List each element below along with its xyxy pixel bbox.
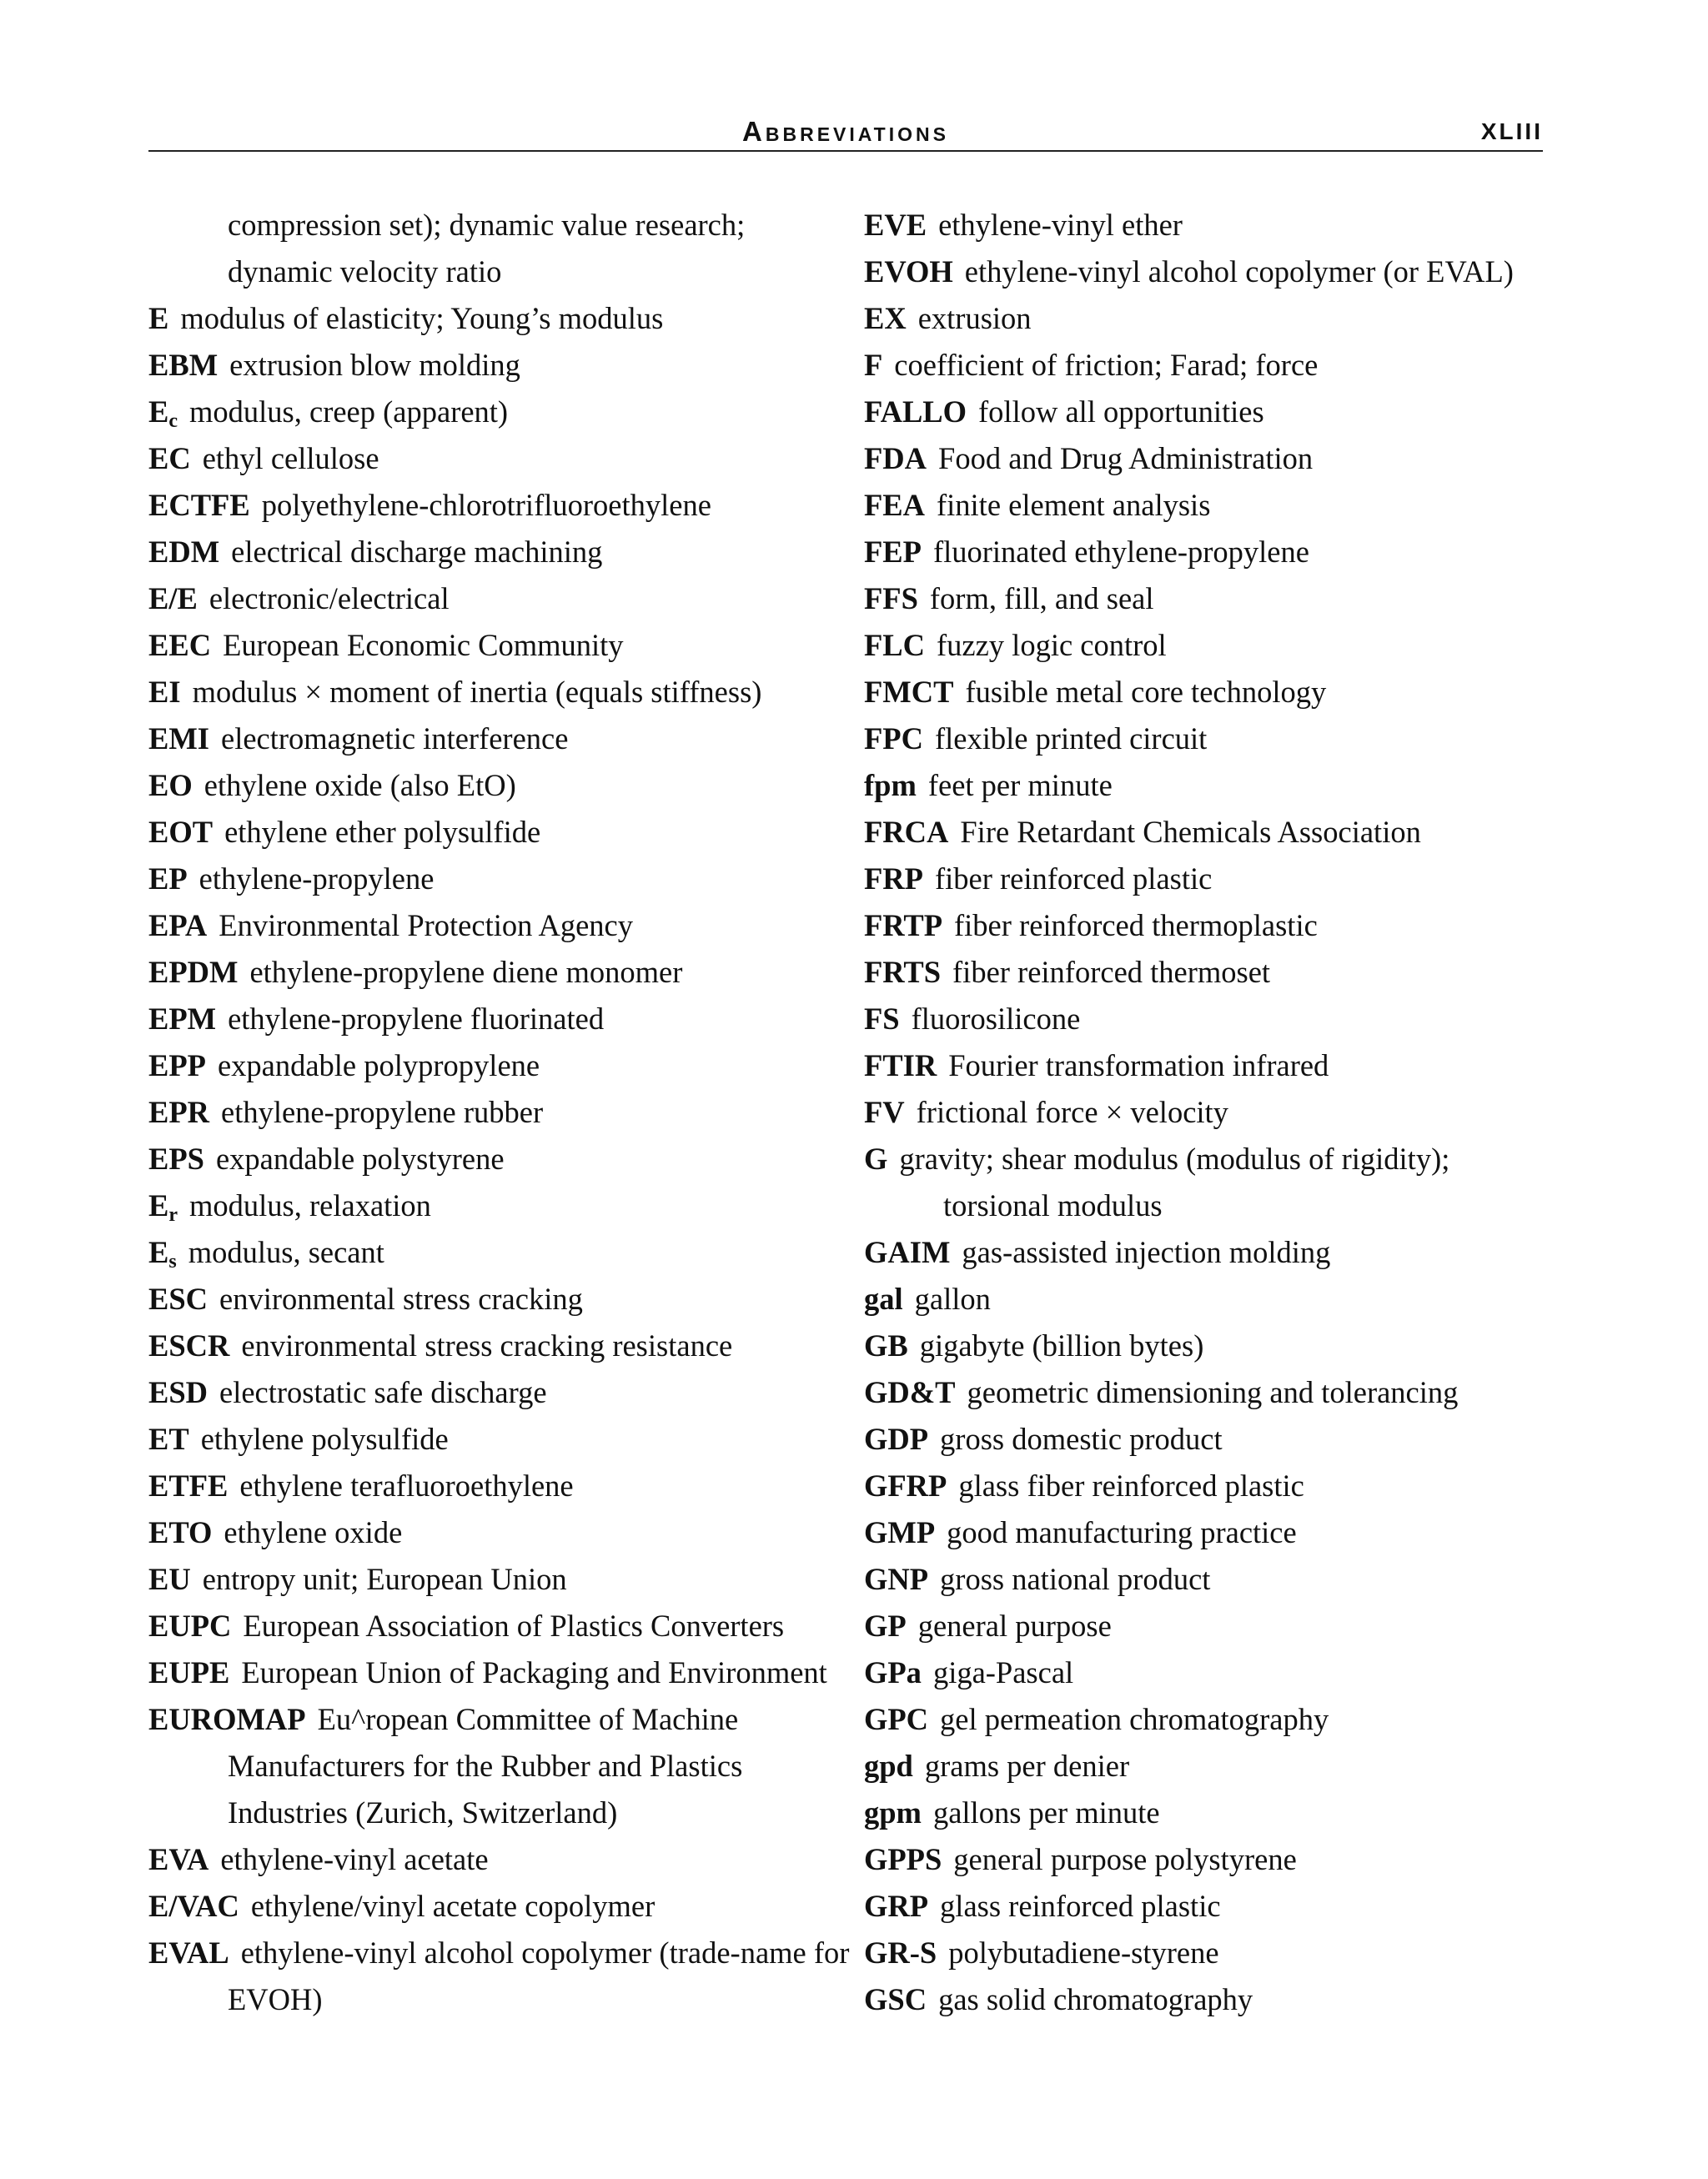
abbreviation-entry xyxy=(148,1603,857,1649)
abbreviation-entry xyxy=(864,902,1548,949)
abbreviation-entry xyxy=(148,1883,857,1930)
abbreviation-definition: Food and Drug Administration xyxy=(938,441,1314,475)
page-number: XLIII xyxy=(1480,118,1543,144)
abbreviation-definition: gas solid chromatography xyxy=(938,1982,1253,2016)
abbreviation-term: E/VAC xyxy=(148,1889,239,1923)
abbreviation-entry xyxy=(864,1276,1548,1323)
abbreviation-term: EBM xyxy=(148,348,219,382)
abbreviation-definition: polyethylene-chlorotrifluoroethylene xyxy=(261,488,711,522)
abbreviation-definition: Fire Retardant Chemicals Association xyxy=(960,815,1421,849)
abbreviation-entry xyxy=(148,1136,857,1182)
abbreviation-term: FDA xyxy=(864,441,927,475)
abbreviation-term: EUROMAP xyxy=(148,1702,306,1736)
abbreviation-definition: ethylene-propylene xyxy=(198,861,435,896)
abbreviation-entry xyxy=(864,1042,1548,1089)
abbreviation-entry xyxy=(864,1883,1548,1930)
abbreviation-definition: extrusion xyxy=(917,301,1032,335)
abbreviation-definition: environmental stress cracking resistance xyxy=(241,1328,733,1363)
abbreviation-entry xyxy=(864,1649,1548,1696)
abbreviation-entry xyxy=(864,1369,1548,1416)
abbreviation-entry xyxy=(864,1323,1548,1369)
abbreviation-definition: form, fill, and seal xyxy=(929,581,1154,615)
abbreviation-entry xyxy=(864,1463,1548,1509)
abbreviation-definition: gallons per minute xyxy=(932,1795,1160,1830)
abbreviation-definition: ethylene-propylene diene monomer xyxy=(249,955,683,989)
abbreviation-term: $E_c$ xyxy=(148,394,178,432)
abbreviation-term: GNP xyxy=(864,1562,929,1596)
abbreviation-entry xyxy=(148,389,857,435)
abbreviation-term: GMP xyxy=(864,1515,936,1549)
abbreviation-definition: general purpose xyxy=(917,1609,1112,1643)
abbreviation-entry xyxy=(864,1603,1548,1649)
abbreviation-term: ETFE xyxy=(148,1469,229,1503)
abbreviation-term: FFS xyxy=(864,581,918,615)
abbreviation-entry xyxy=(148,1276,857,1323)
abbreviation-definition: extrusion blow molding xyxy=(229,348,520,382)
abbreviation-term: EVAL xyxy=(148,1935,229,1970)
abbreviation-definition: modulus, creep (apparent) xyxy=(189,394,509,429)
abbreviation-term: FMCT xyxy=(864,675,954,709)
abbreviation-entry xyxy=(864,389,1548,435)
abbreviation-entry xyxy=(864,202,1548,249)
abbreviation-term: GSC xyxy=(864,1982,927,2016)
abbreviation-term: gal xyxy=(864,1282,903,1316)
abbreviation-definition: environmental stress cracking xyxy=(219,1282,583,1316)
abbreviation-term: FV xyxy=(864,1095,905,1129)
abbreviation-term: EUPC xyxy=(148,1609,232,1643)
abbreviation-term: fpm xyxy=(864,768,917,802)
abbreviation-term: F xyxy=(864,348,883,382)
abbreviation-term: EUPE xyxy=(148,1655,230,1689)
abbreviation-term: GRP xyxy=(864,1889,929,1923)
abbreviation-definition: electrostatic safe discharge xyxy=(219,1375,547,1409)
abbreviation-term: ESCR xyxy=(148,1328,230,1363)
abbreviation-entry xyxy=(148,1369,857,1416)
abbreviation-term: EP xyxy=(148,861,188,896)
abbreviation-definition: ethylene-vinyl ether xyxy=(938,208,1183,242)
abbreviation-term: GD&T xyxy=(864,1375,956,1409)
abbreviation-entry xyxy=(864,482,1548,529)
abbreviation-definition: fusible metal core technology xyxy=(965,675,1327,709)
abbreviation-entry xyxy=(864,1696,1548,1743)
abbreviation-definition: fluorosilicone xyxy=(911,1002,1081,1036)
abbreviation-definition: finite element analysis xyxy=(937,488,1211,522)
abbreviation-entry xyxy=(148,715,857,762)
abbreviation-entry xyxy=(148,1089,857,1136)
abbreviation-entry xyxy=(148,575,857,622)
abbreviation-definition: fiber reinforced thermoset xyxy=(952,955,1271,989)
abbreviation-term: EVA xyxy=(148,1842,209,1876)
abbreviation-term: FS xyxy=(864,1002,900,1036)
abbreviation-definition: ethylene terafluoroethylene xyxy=(239,1469,574,1503)
abbreviation-definition: Eu^ropean Committee of Machine Manufacturers for the Rubber and Plastics Industries (Zurich, Switzerland) xyxy=(228,1702,743,1830)
abbreviation-term: FEP xyxy=(864,535,922,569)
abbreviation-term: ECTFE xyxy=(148,488,250,522)
abbreviation-definition: coefficient of friction; Farad; force xyxy=(894,348,1319,382)
abbreviation-term: EPM xyxy=(148,1002,217,1036)
abbreviation-entry xyxy=(864,669,1548,715)
abbreviation-definition: gravity; shear modulus (modulus of rigidity); torsional modulus xyxy=(899,1142,1450,1223)
abbreviation-term: ETO xyxy=(148,1515,213,1549)
abbreviation-term: ESC xyxy=(148,1282,208,1316)
abbreviation-definition: gallon xyxy=(914,1282,991,1316)
abbreviation-entry xyxy=(864,1416,1548,1463)
abbreviation-definition: electronic/electrical xyxy=(208,581,450,615)
abbreviation-term: EVE xyxy=(864,208,927,242)
abbreviation-entry xyxy=(864,996,1548,1042)
abbreviation-term: EPDM xyxy=(148,955,239,989)
abbreviation-entry xyxy=(864,1509,1548,1556)
abbreviation-definition: European Economic Community xyxy=(223,628,624,662)
abbreviation-entry xyxy=(864,295,1548,342)
abbreviation-term: E xyxy=(148,301,169,335)
abbreviation-definition: fluorinated ethylene-propylene xyxy=(932,535,1309,569)
abbreviation-definition: ethylene-vinyl acetate xyxy=(220,1842,489,1876)
abbreviation-definition: gross domestic product xyxy=(940,1422,1223,1456)
abbreviation-entry xyxy=(864,249,1548,295)
abbreviation-entry xyxy=(864,809,1548,856)
abbreviation-entry xyxy=(148,1182,857,1229)
abbreviation-term: FRTP xyxy=(864,908,943,942)
abbreviation-definition: modulus of elasticity; Young’s modulus xyxy=(180,301,664,335)
abbreviation-definition: ethylene-propylene fluorinated xyxy=(228,1002,605,1036)
abbreviation-entry xyxy=(864,1836,1548,1883)
abbreviation-entry xyxy=(148,482,857,529)
abbreviation-definition: glass reinforced plastic xyxy=(940,1889,1221,1923)
abbreviation-entry xyxy=(148,295,857,342)
abbreviation-entry xyxy=(864,856,1548,902)
abbreviation-definition: polybutadiene-styrene xyxy=(948,1935,1219,1970)
abbreviation-definition: entropy unit; European Union xyxy=(202,1562,567,1596)
abbreviation-definition: follow all opportunities xyxy=(978,394,1264,429)
abbreviation-term: G xyxy=(864,1142,888,1176)
abbreviation-term: E/E xyxy=(148,581,198,615)
abbreviation-entry xyxy=(148,669,857,715)
abbreviation-entry xyxy=(864,622,1548,669)
abbreviation-term: EI xyxy=(148,675,181,709)
abbreviation-entry xyxy=(864,715,1548,762)
abbreviation-entry xyxy=(864,342,1548,389)
abbreviation-term: EVOH xyxy=(864,254,953,289)
abbreviation-entry xyxy=(148,1042,857,1089)
right-column xyxy=(864,202,1548,2023)
abbreviation-term: FRTS xyxy=(864,955,942,989)
abbreviation-definition: grams per denier xyxy=(924,1749,1130,1783)
abbreviation-entry xyxy=(148,1696,857,1836)
abbreviation-entry xyxy=(148,1323,857,1369)
abbreviation-subscript: r xyxy=(168,1204,178,1226)
abbreviation-definition: giga-Pascal xyxy=(932,1655,1074,1689)
abbreviation-entry xyxy=(148,435,857,482)
abbreviation-definition: Environmental Protection Agency xyxy=(219,908,633,942)
abbreviation-entry xyxy=(148,622,857,669)
abbreviation-term: GFRP xyxy=(864,1469,947,1503)
abbreviation-term: EPP xyxy=(148,1048,206,1082)
abbreviation-term: EPR xyxy=(148,1095,209,1129)
abbreviation-entry xyxy=(148,902,857,949)
abbreviation-definition: glass fiber reinforced plastic xyxy=(958,1469,1304,1503)
abbreviation-definition: good manufacturing practice xyxy=(947,1515,1297,1549)
abbreviation-entry xyxy=(148,202,857,295)
abbreviation-term: GDP xyxy=(864,1422,929,1456)
abbreviation-term: EOT xyxy=(148,815,214,849)
abbreviation-entry xyxy=(864,575,1548,622)
abbreviation-term: gpd xyxy=(864,1749,913,1783)
abbreviation-entry xyxy=(864,1743,1548,1790)
abbreviation-term: ET xyxy=(148,1422,189,1456)
abbreviation-term: FALLO xyxy=(864,394,967,429)
abbreviation-term: FRP xyxy=(864,861,923,896)
abbreviation-definition: modulus × moment of inertia (equals stiffness) xyxy=(192,675,762,709)
abbreviation-definition: expandable polystyrene xyxy=(215,1142,505,1176)
abbreviation-term: EX xyxy=(864,301,907,335)
abbreviation-term: EDM xyxy=(148,535,220,569)
abbreviation-definition: gel permeation chromatography xyxy=(940,1702,1329,1736)
abbreviation-term: FTIR xyxy=(864,1048,937,1082)
abbreviation-definition: electrical discharge machining xyxy=(231,535,603,569)
abbreviation-definition: ethylene polysulfide xyxy=(200,1422,449,1456)
abbreviation-definition: ethylene oxide xyxy=(224,1515,403,1549)
abbreviation-term: EPS xyxy=(148,1142,204,1176)
abbreviation-entry xyxy=(148,809,857,856)
abbreviation-entry xyxy=(148,949,857,996)
abbreviation-term: FRCA xyxy=(864,815,949,849)
abbreviation-definition: flexible printed circuit xyxy=(934,721,1208,756)
abbreviation-term: GAIM xyxy=(864,1235,951,1269)
abbreviation-term: $E_r$ xyxy=(148,1188,178,1226)
abbreviation-term: gpm xyxy=(864,1795,922,1830)
abbreviation-entry xyxy=(864,1790,1548,1836)
abbreviation-definition: ethyl cellulose xyxy=(202,441,379,475)
abbreviation-entry xyxy=(148,1930,857,2023)
abbreviation-entry xyxy=(148,1463,857,1509)
abbreviation-definition: general purpose polystyrene xyxy=(953,1842,1297,1876)
abbreviation-definition: feet per minute xyxy=(927,768,1113,802)
abbreviation-term: ESD xyxy=(148,1375,208,1409)
page-header xyxy=(148,117,1543,152)
abbreviation-definition: expandable polypropylene xyxy=(217,1048,540,1082)
abbreviation-definition: gross national product xyxy=(940,1562,1211,1596)
abbreviation-definition: electromagnetic interference xyxy=(221,721,569,756)
abbreviation-entry xyxy=(864,1089,1548,1136)
left-column xyxy=(148,202,857,2023)
abbreviation-term: EMI xyxy=(148,721,209,756)
abbreviation-entry xyxy=(148,1509,857,1556)
abbreviation-definition: modulus, relaxation xyxy=(189,1188,431,1223)
abbreviation-entry xyxy=(148,529,857,575)
abbreviation-definition: ethylene-vinyl alcohol copolymer (or EVAL) xyxy=(964,254,1514,289)
abbreviation-entry xyxy=(148,1229,857,1276)
abbreviation-definition: frictional force × velocity xyxy=(916,1095,1228,1129)
abbreviation-definition: European Union of Packaging and Environment xyxy=(241,1655,827,1689)
abbreviation-definition: fiber reinforced plastic xyxy=(934,861,1213,896)
abbreviation-entry xyxy=(864,529,1548,575)
abbreviation-entry xyxy=(148,342,857,389)
abbreviation-subscript: c xyxy=(168,410,178,432)
abbreviation-entry xyxy=(864,1930,1548,1976)
abbreviation-definition: geometric dimensioning and tolerancing xyxy=(967,1375,1459,1409)
abbreviation-entry xyxy=(864,762,1548,809)
abbreviation-term: GB xyxy=(864,1328,908,1363)
abbreviation-entry xyxy=(148,1649,857,1696)
abbreviation-definition: fiber reinforced thermoplastic xyxy=(954,908,1318,942)
abbreviation-definition: ethylene ether polysulfide xyxy=(224,815,541,849)
abbreviation-entry xyxy=(864,1229,1548,1276)
abbreviation-term: EPA xyxy=(148,908,208,942)
abbreviation-entry xyxy=(864,949,1548,996)
abbreviation-term: GPPS xyxy=(864,1842,942,1876)
abbreviation-term: EU xyxy=(148,1562,191,1596)
abbreviation-term: EEC xyxy=(148,628,212,662)
abbreviation-term: FEA xyxy=(864,488,925,522)
abbreviation-term: GPa xyxy=(864,1655,922,1689)
abbreviation-term: $E_s$ xyxy=(148,1235,177,1273)
abbreviation-entry xyxy=(148,762,857,809)
abbreviation-definition: ethylene/vinyl acetate copolymer xyxy=(250,1889,656,1923)
abbreviation-term: GP xyxy=(864,1609,907,1643)
abbreviation-term: GPC xyxy=(864,1702,929,1736)
abbreviation-entry xyxy=(148,856,857,902)
abbreviation-entry xyxy=(864,1976,1548,2023)
abbreviation-definition: gas-assisted injection molding xyxy=(962,1235,1331,1269)
abbreviation-definition: gigabyte (billion bytes) xyxy=(919,1328,1204,1363)
abbreviation-definition: European Association of Plastics Converters xyxy=(243,1609,785,1643)
abbreviation-entry xyxy=(864,1136,1548,1229)
running-head: Abbreviations xyxy=(742,116,949,147)
abbreviation-entry xyxy=(148,996,857,1042)
abbreviation-definition: ethylene oxide (also EtO) xyxy=(203,768,516,802)
abbreviation-term: FLC xyxy=(864,628,925,662)
abbreviation-definition: ethylene-propylene rubber xyxy=(221,1095,544,1129)
abbreviation-entry xyxy=(148,1556,857,1603)
abbreviation-term: FPC xyxy=(864,721,923,756)
abbreviation-definition: fuzzy logic control xyxy=(937,628,1167,662)
abbreviation-entry xyxy=(864,435,1548,482)
abbreviation-definition: modulus, secant xyxy=(188,1235,384,1269)
abbreviation-term: EC xyxy=(148,441,191,475)
abbreviation-term: GR-S xyxy=(864,1935,937,1970)
abbreviation-term: EO xyxy=(148,768,193,802)
abbreviation-entry xyxy=(148,1416,857,1463)
abbreviation-definition: Fourier transformation infrared xyxy=(948,1048,1329,1082)
abbreviation-entry xyxy=(864,1556,1548,1603)
abbreviation-entry xyxy=(148,1836,857,1883)
abbreviation-definition: ethylene-vinyl alcohol copolymer (trade-name for EVOH) xyxy=(228,1935,850,2016)
abbreviation-subscript: s xyxy=(168,1251,177,1273)
abbreviation-definition: compression set); dynamic value research; dynamic velocity ratio xyxy=(228,208,746,289)
